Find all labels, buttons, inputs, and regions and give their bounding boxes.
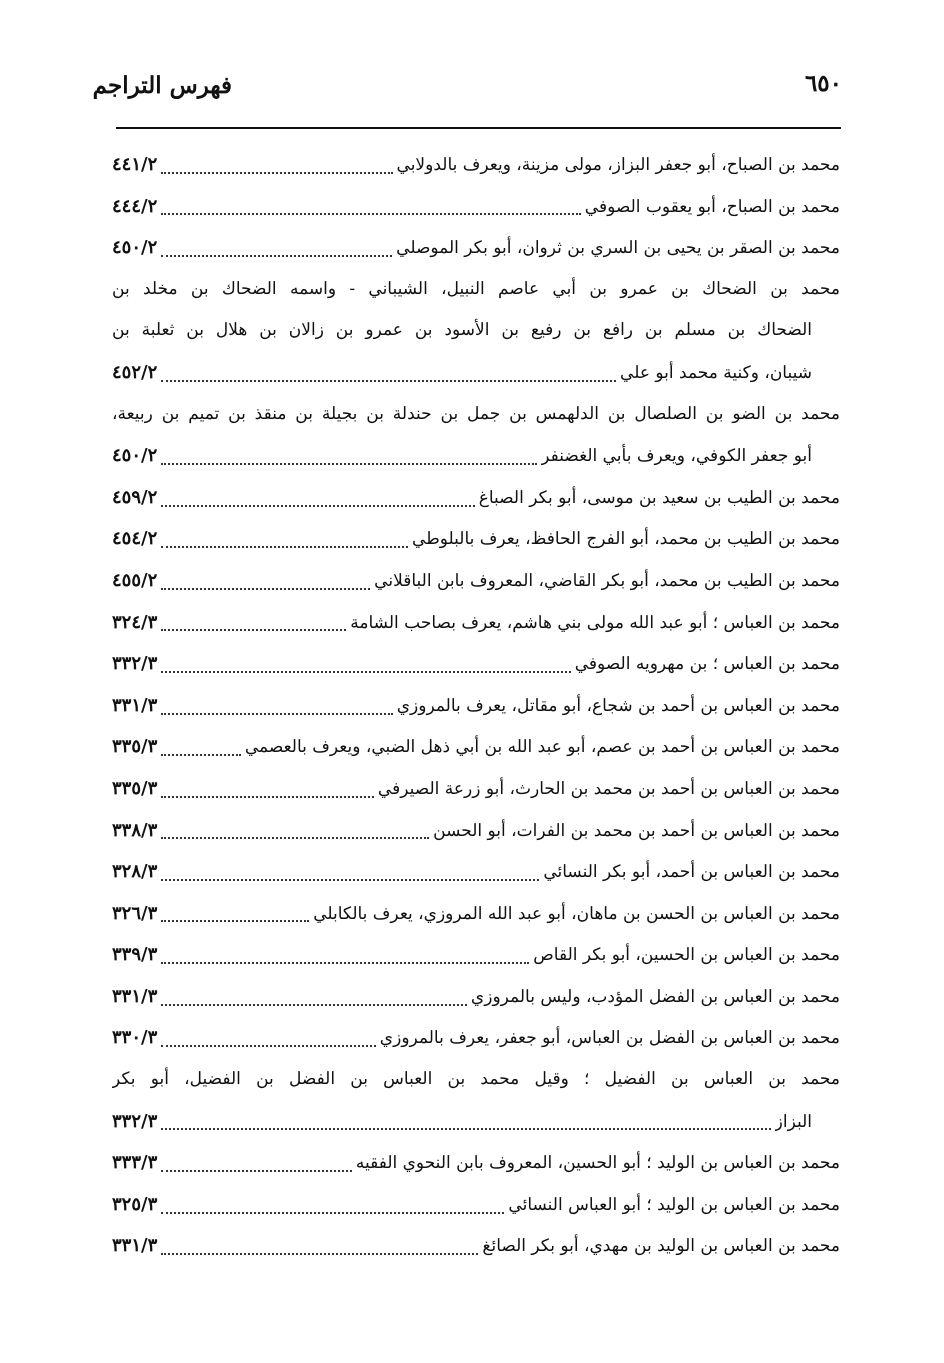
index-entry-line (112, 310, 840, 352)
dot-leader (161, 380, 616, 382)
volume-page-reference: ٣٣٩/٣ (112, 944, 158, 966)
dot-leader (161, 920, 309, 922)
entry-name: محمد بن العباس بن أحمد بن محمد بن الفرات، أبو الحسن (433, 820, 840, 841)
index-entry-line (112, 602, 840, 644)
volume-page-reference: ٤٥٩/٢ (112, 486, 158, 508)
entry-name: أبو جعفر الكوفي، ويعرف بأبي الغضنفر (541, 446, 812, 467)
volume-page-reference: ٤٤٤/٢ (112, 195, 158, 217)
volume-page-reference: ٣٣٣/٣ (112, 1152, 158, 1174)
index-entry (112, 144, 840, 186)
index-entry-line (112, 1017, 840, 1059)
dot-leader (161, 505, 474, 507)
index-entry (112, 186, 840, 228)
dot-leader (161, 588, 370, 590)
index-entry-line (112, 144, 840, 186)
index-entry-line (112, 1225, 840, 1267)
index-entry-line (112, 518, 840, 560)
entry-name: محمد بن العباس بن الفضيل ؛ وقيل محمد بن العباس بن الفضل بن الفضيل، أبو بكر (112, 1069, 840, 1090)
dot-leader (161, 1045, 376, 1047)
entry-name: محمد بن العباس بن أحمد بن عصم، أبو عبد الله بن أبي ذهل الضبي، ويعرف بالعصمي (244, 737, 840, 758)
volume-page-reference: ٤٥٠/٢ (112, 237, 158, 259)
entry-name: محمد بن الطيب بن محمد، أبو بكر القاضي، المعروف بابن الباقلاني (374, 570, 840, 591)
volume-page-reference: ٣٣٢/٣ (112, 1110, 158, 1132)
index-entry-line (112, 352, 840, 394)
volume-page-reference: ٣٣٢/٣ (112, 653, 158, 675)
volume-page-reference: ٣٢٨/٣ (112, 861, 158, 883)
running-title: فهرس التراجم (92, 72, 232, 99)
entry-name: شيبان، وكنية محمد أبو علي (620, 362, 812, 383)
dot-leader (161, 879, 539, 881)
index-entry-line (112, 1184, 840, 1226)
index-entry-line (112, 1142, 840, 1184)
dot-leader (161, 837, 429, 839)
index-entry (112, 518, 840, 560)
index-entry-line (112, 435, 840, 477)
index-entry-line (112, 1059, 840, 1101)
volume-page-reference: ٣٢٦/٣ (112, 902, 158, 924)
index-entry (112, 851, 840, 893)
index-entry-line (112, 685, 840, 727)
entry-name: محمد بن العباس بن الوليد ؛ أبو الحسين، المعروف بابن النحوي الفقيه (355, 1153, 840, 1174)
index-entry (112, 643, 840, 685)
dot-leader (161, 713, 393, 715)
page-number: ٦٥٠ (804, 70, 842, 97)
dot-leader (161, 754, 241, 756)
dot-leader (161, 1128, 770, 1130)
volume-page-reference: ٣٣٥/٣ (112, 777, 158, 799)
dot-leader (161, 546, 408, 548)
volume-page-reference: ٣٣٥/٣ (112, 736, 158, 758)
index-entry-line (112, 227, 840, 269)
index-entry (112, 893, 840, 935)
entry-name: محمد بن العباس بن الحسن بن ماهان، أبو عبد الله المروزي، يعرف بالكابلي (313, 903, 840, 924)
volume-page-reference: ٤٥٥/٢ (112, 569, 158, 591)
index-entry (112, 726, 840, 768)
index-entry (112, 269, 840, 394)
volume-page-reference: ٤٥٤/٢ (112, 528, 158, 550)
index-entry (112, 685, 840, 727)
entry-name: محمد بن العباس بن أحمد بن محمد بن الحارث، أبو زرعة الصيرفي (377, 778, 840, 799)
entry-name: محمد بن الطيب بن سعيد بن موسى، أبو بكر الصباغ (478, 487, 840, 508)
volume-page-reference: ٣٢٤/٣ (112, 611, 158, 633)
index-entry-line (112, 851, 840, 893)
biography-index-list (112, 144, 840, 1267)
volume-page-reference: ٤٥٠/٢ (112, 445, 158, 467)
index-entry (112, 934, 840, 976)
header-rule (116, 127, 841, 129)
index-entry-line (112, 394, 840, 436)
entry-name: محمد بن العباس بن الوليد بن مهدي، أبو بكر الصائغ (482, 1236, 840, 1257)
dot-leader (161, 629, 346, 631)
volume-page-reference: ٣٣١/٣ (112, 985, 158, 1007)
index-entry-line (112, 560, 840, 602)
index-entry-line (112, 643, 840, 685)
entry-name: محمد بن العباس ؛ بن مهرويه الصوفي (574, 654, 840, 675)
entry-name: البزاز (774, 1111, 812, 1132)
volume-page-reference: ٤٥٢/٢ (112, 361, 158, 383)
entry-name: محمد بن العباس بن الوليد ؛ أبو العباس النسائي (508, 1194, 840, 1215)
volume-page-reference: ٣٣١/٣ (112, 1235, 158, 1257)
dot-leader (161, 962, 529, 964)
dot-leader (161, 463, 537, 465)
index-entry-line (112, 269, 840, 311)
index-entry (112, 810, 840, 852)
index-entry (112, 976, 840, 1018)
volume-page-reference: ٣٣٠/٣ (112, 1027, 158, 1049)
index-entry (112, 1059, 840, 1142)
index-entry-line (112, 1101, 840, 1143)
volume-page-reference: ٤٤١/٢ (112, 154, 158, 175)
dot-leader (161, 671, 570, 673)
entry-name: محمد بن العباس بن أحمد، أبو بكر النسائي (543, 862, 840, 883)
dot-leader (161, 796, 374, 798)
index-entry-line (112, 934, 840, 976)
entry-name: محمد بن العباس بن أحمد بن شجاع، أبو مقاتل، يعرف بالمروزي (396, 695, 840, 716)
index-entry-line (112, 893, 840, 935)
entry-name: الضحاك بن مسلم بن رافع بن رفيع بن الأسود بن عمرو بن زالان بن هلال بن ثعلبة بن (112, 320, 812, 341)
volume-page-reference: ٣٣١/٣ (112, 694, 158, 716)
dot-leader (161, 1212, 504, 1214)
index-entry-line (112, 768, 840, 810)
dot-leader (161, 1004, 467, 1006)
index-entry (112, 768, 840, 810)
index-entry-line (112, 726, 840, 768)
entry-name: محمد بن العباس ؛ أبو عبد الله مولى بني هاشم، يعرف بصاحب الشامة (350, 612, 840, 633)
dot-leader (161, 1170, 352, 1172)
dot-leader (161, 1253, 478, 1255)
entry-name: محمد بن العباس بن الفضل المؤدب، وليس بالمروزي (470, 986, 840, 1007)
index-entry (112, 602, 840, 644)
entry-name: محمد بن الصباح، أبو جعفر البزاز، مولى مزينة، ويعرف بالدولابي (396, 155, 840, 175)
index-entry (112, 1017, 840, 1059)
entry-name: محمد بن الضو بن الصلصال بن الدلهمس بن جمل بن حندلة بن بجيلة بن منقذ بن تميم بن ربيعة، (112, 403, 840, 424)
index-entry-line (112, 976, 840, 1018)
index-entry (112, 560, 840, 602)
entry-name: محمد بن العباس بن الفضل بن العباس، أبو جعفر، يعرف بالمروزي (379, 1028, 840, 1049)
index-entry-line (112, 477, 840, 519)
volume-page-reference: ٣٣٨/٣ (112, 819, 158, 841)
dot-leader (161, 255, 392, 257)
dot-leader (161, 172, 392, 174)
index-entry (112, 1142, 840, 1184)
entry-name: محمد بن الطيب بن محمد، أبو الفرج الحافظ، يعرف بالبلوطي (412, 529, 840, 550)
volume-page-reference: ٣٢٥/٣ (112, 1193, 158, 1215)
index-entry-line (112, 186, 840, 228)
entry-name: محمد بن الضحاك بن عمرو بن أبي عاصم النبيل، الشيباني - واسمه الضحاك بن مخلد بن (112, 278, 840, 299)
index-entry (112, 1184, 840, 1226)
index-entry-line (112, 810, 840, 852)
entry-name: محمد بن الصقر بن يحيى بن السري بن ثروان، أبو بكر الموصلي (396, 238, 840, 259)
index-entry (112, 394, 840, 477)
index-entry (112, 227, 840, 269)
index-entry (112, 477, 840, 519)
entry-name: محمد بن الصباح، أبو يعقوب الصوفي (584, 196, 840, 217)
entry-name: محمد بن العباس بن الحسين، أبو بكر القاص (533, 945, 840, 966)
index-entry (112, 1225, 840, 1267)
dot-leader (161, 213, 581, 215)
